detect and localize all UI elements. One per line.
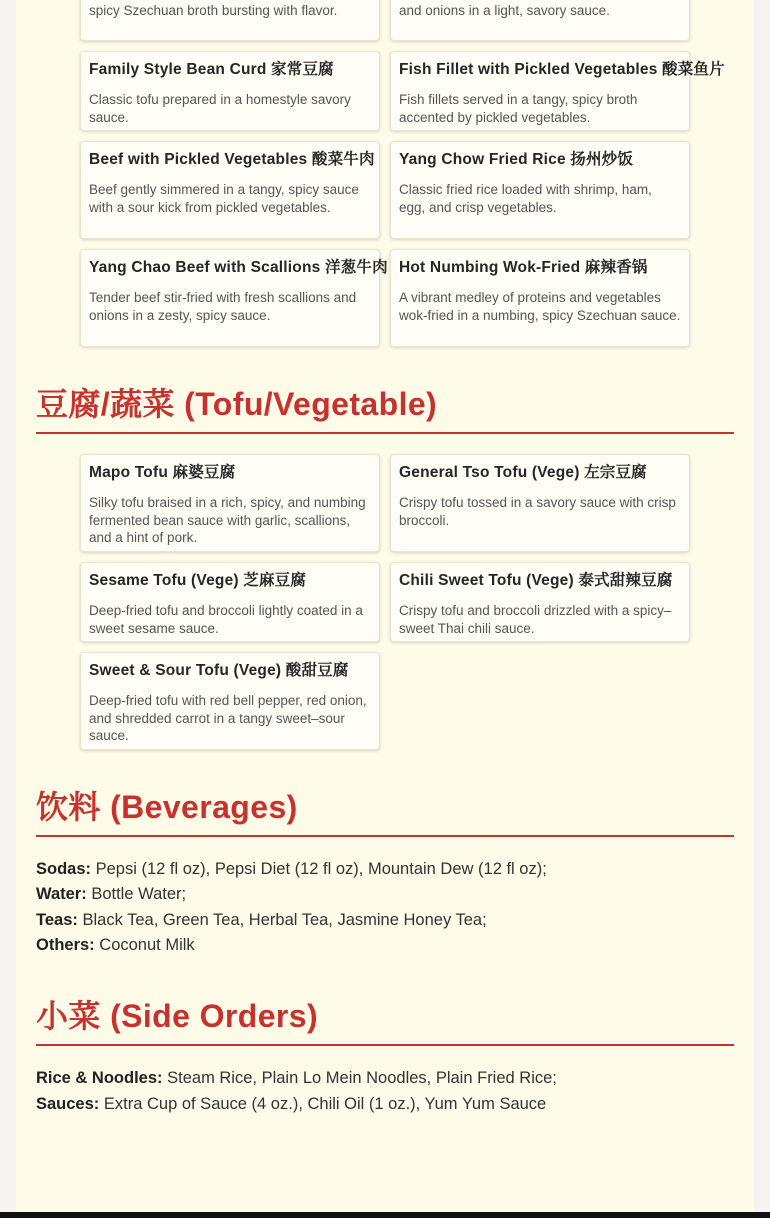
menu-item-card [80, 454, 380, 552]
section-divider [36, 432, 734, 434]
menu-item-card [390, 562, 690, 642]
menu-item-description: Classic fried rice loaded with shrimp, ham, egg, and crisp vegetables. [399, 182, 652, 215]
row-label: Teas: [36, 911, 78, 929]
menu-item-description: Beef gently simmered in a tangy, spicy sauce with a sour kick from pickled vegetables. [89, 182, 359, 215]
menu-item-title: Yang Chao Beef with Scallions 洋葱牛肉 [89, 259, 388, 276]
beverage-row-sodas [36, 859, 547, 879]
menu-item-title: Mapo Tofu 麻婆豆腐 [89, 464, 236, 481]
menu-item-card [390, 0, 690, 41]
menu-item-title: Hot Numbing Wok-Fried 麻辣香锅 [399, 259, 648, 276]
menu-page [16, 0, 754, 1212]
menu-item-description: Fish fillets served in a tangy, spicy broth accented by pickled vegetables. [399, 92, 638, 125]
beverage-row-teas [36, 910, 487, 930]
menu-item-description: Silky tofu braised in a rich, spicy, and numbing fermented bean sauce with garlic, scallions, and a hint of pork. [89, 495, 366, 545]
beverage-row-water [36, 884, 186, 904]
menu-item-description: spicy Szechuan broth bursting with flavor. [89, 3, 338, 18]
menu-item-description: Deep-fried tofu with red bell pepper, red onion, and shredded carrot in a tangy sweet–sour sauce. [89, 693, 367, 743]
menu-item-description: Classic tofu prepared in a homestyle savory sauce. [89, 92, 351, 125]
menu-item-title: Sesame Tofu (Vege) 芝麻豆腐 [89, 572, 307, 589]
menu-item-description: Deep-fried tofu and broccoli lightly coated in a sweet sesame sauce. [89, 603, 363, 636]
menu-item-card [390, 141, 690, 239]
menu-item-card [390, 454, 690, 552]
row-value: Black Tea, Green Tea, Herbal Tea, Jasmine Honey Tea; [82, 911, 487, 929]
menu-item-description: and onions in a light, savory sauce. [399, 3, 610, 18]
section-title-side-orders: 小菜 (Side Orders) [36, 998, 319, 1034]
menu-item-title: Yang Chow Fried Rice 扬州炒饭 [399, 151, 634, 168]
section-divider [36, 835, 734, 837]
side-row-sauces [36, 1094, 546, 1114]
row-value: Pepsi (12 fl oz), Pepsi Diet (12 fl oz), Mountain Dew (12 fl oz); [95, 860, 547, 878]
menu-item-title: Chili Sweet Tofu (Vege) 泰式甜辣豆腐 [399, 572, 673, 589]
side-row-rice-noodles [36, 1068, 557, 1088]
beverage-row-others [36, 935, 195, 955]
row-label: Water: [36, 885, 87, 903]
row-value: Extra Cup of Sauce (4 oz.), Chili Oil (1 oz.), Yum Yum Sauce [103, 1095, 547, 1113]
menu-item-title: Family Style Bean Curd 家常豆腐 [89, 61, 334, 78]
bottom-bar [0, 1212, 770, 1218]
row-value: Coconut Milk [99, 936, 195, 954]
menu-item-description: Tender beef stir-fried with fresh scallions and onions in a zesty, spicy sauce. [89, 290, 357, 323]
menu-item-card [80, 249, 388, 347]
menu-item-title: General Tso Tofu (Vege) 左宗豆腐 [399, 464, 647, 481]
menu-item-card [390, 249, 690, 347]
menu-item-description: Crispy tofu and broccoli drizzled with a spicy–sweet Thai chili sauce. [399, 603, 672, 636]
row-label: Others: [36, 936, 95, 954]
row-value: Bottle Water; [91, 885, 187, 903]
menu-item-title: Beef with Pickled Vegetables 酸菜牛肉 [89, 151, 375, 168]
menu-item-description: A vibrant medley of proteins and vegetables wok-fried in a numbing, spicy Szechuan sauce. [399, 290, 681, 323]
row-label: Rice & Noodles: [36, 1069, 163, 1087]
menu-item-card [80, 141, 380, 239]
row-label: Sodas: [36, 860, 92, 878]
section-title-tofu-vegetable: 豆腐/蔬菜 (Tofu/Vegetable) [36, 386, 438, 422]
section-divider [36, 1044, 734, 1046]
menu-item-card [80, 0, 380, 41]
menu-item-card [80, 652, 380, 750]
menu-item-title: Fish Fillet with Pickled Vegetables 酸菜鱼片 [399, 61, 725, 78]
row-label: Sauces: [36, 1095, 100, 1113]
menu-item-title: Sweet & Sour Tofu (Vege) 酸甜豆腐 [89, 662, 349, 679]
menu-item-card [80, 51, 380, 131]
row-value: Steam Rice, Plain Lo Mein Noodles, Plain Fried Rice; [167, 1069, 557, 1087]
menu-item-card [80, 562, 380, 642]
menu-item-description: Crispy tofu tossed in a savory sauce with crisp broccoli. [399, 495, 676, 528]
menu-item-card [390, 51, 725, 131]
section-title-beverages: 饮料 (Beverages) [36, 789, 298, 825]
